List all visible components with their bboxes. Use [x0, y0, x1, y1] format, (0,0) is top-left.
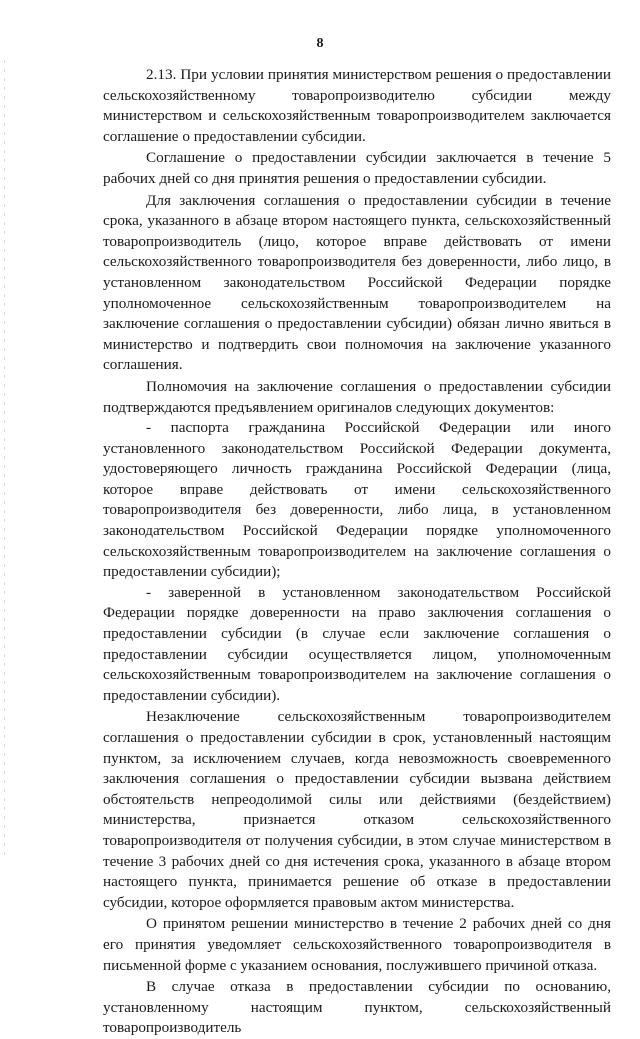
paragraph-2-13: 2.13. При условии принятия министерством решения о предоставлении сельскохозяйственному товаропроизводителю субсидии между министерством и сельскохозяйственным товаропроизводителем заключается соглашение о предоставлении субсидии. — [103, 66, 611, 145]
paragraph-authority-confirmation: Полномочия на заключение соглашения о предоставлении субсидии подтверждаются предъявлением оригиналов следующих документов: — [103, 377, 611, 416]
paragraph-agreement-term: Соглашение о предоставлении субсидии заключается в течение 5 рабочих дней со дня принятия решения о предоставлении субсидии. — [103, 149, 611, 187]
paragraph-refusal-case: В случае отказа в предоставлении субсидии по основанию, установленному настоящим пунктом, сельскохозяйственный товаропроизводитель — [103, 978, 611, 1037]
paragraph-notification: О принятом решении министерство в течение 2 рабочих дней со дня его принятия уведомляет сельскохозяйственного товаропроизводителя в письменной форме с указанием основания, послужившего причиной отказа. — [103, 915, 611, 974]
document-body — [103, 65, 611, 1039]
paragraph-agreement-procedure: Для заключения соглашения о предоставлении субсидии в течение срока, указанного в абзаце втором настоящего пункта, сельскохозяйственный товаропроизводитель (лицо, которое вправе действовать от имени сельскохозяйственного товаропроизводителя без доверенности, либо лицо, в установленном законодательством Российской Федерации порядке уполномоченное сельскохозяйственным товаропроизводителем на заключение соглашения о предоставлении субсидии) обязан лично явиться в министерство и подтвердить свои полномочия на заключение указанного соглашения. — [103, 191, 611, 374]
list-item-power-of-attorney: - заверенной в установленном законодательством Российской Федерации порядке доверенности на право заключения соглашения о предоставлении субсидии (в случае если заключение соглашения о предоставлении субсидии осуществляется лицом, уполномоченным сельскохозяйственным товаропроизводителем на заключение соглашения о предоставлении субсидии). — [103, 583, 611, 704]
scan-edge-artifact — [4, 60, 5, 860]
paragraph-non-conclusion: Незаключение сельскохозяйственным товаропроизводителем соглашения о предоставлении субсидии в срок, установленный настоящим пунктом, за исключением случаев, когда невозможность своевременного заключения соглашения о предоставлении субсидии вызвана действием обстоятельств непреодолимой силы или действиями (бездействием) министерства, признается отказом сельскохозяйственного товаропроизводителя от получения субсидии, в этом случае министерством в течение 3 рабочих дней со дня истечения срока, указанного в абзаце втором настоящего пункта, принимается решение об отказе в предоставлении субсидии, которое оформляется правовым актом министерства. — [103, 708, 611, 911]
list-item-passport: - паспорта гражданина Российской Федерации или иного установленного законодательством Российской Федерации документа, удостоверяющего личность гражданина Российской Федерации (лица, которое вправе действовать от имени сельскохозяйственного товаропроизводителя без доверенности, либо лица, в установленном законодательством Российской Федерации порядке уполномоченного сельскохозяйственным товаропроизводителем на заключение соглашения о предоставлении субсидии); — [103, 419, 611, 581]
page-number: 8 — [316, 36, 324, 51]
